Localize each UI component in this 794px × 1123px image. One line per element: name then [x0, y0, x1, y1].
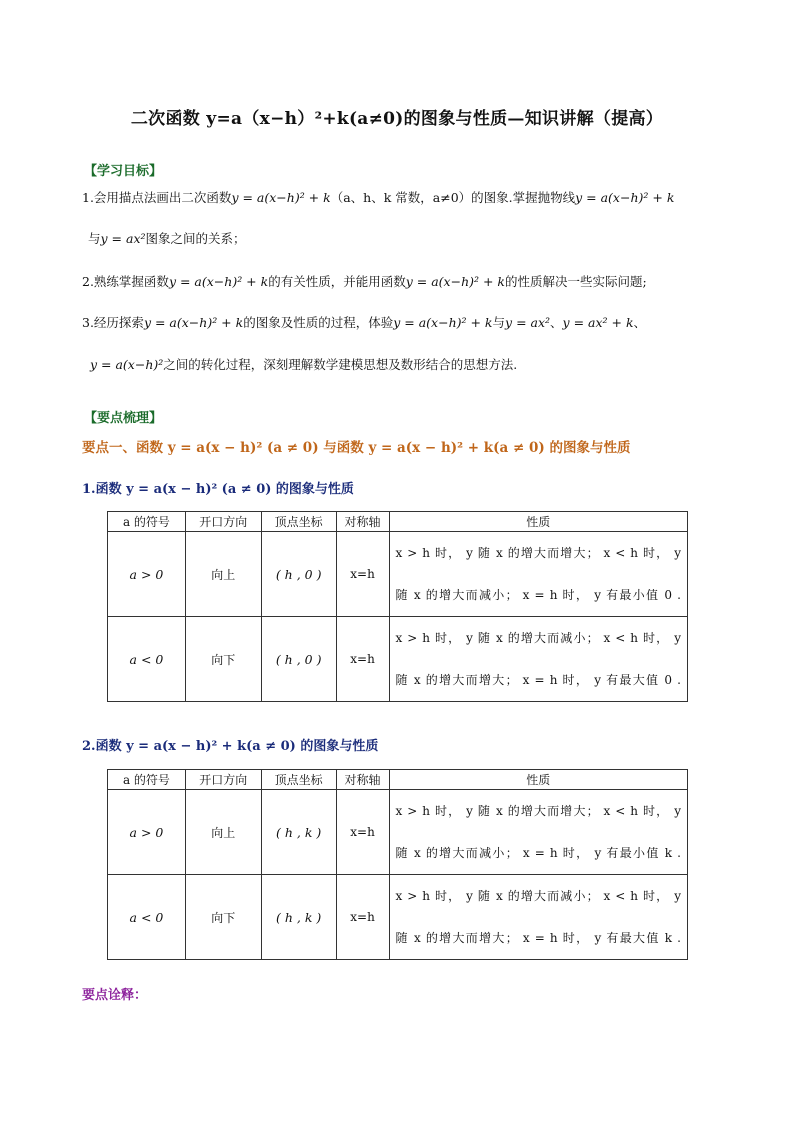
- axis-cell: x=h: [336, 532, 389, 617]
- goal-item-3-line-2: [90, 356, 517, 374]
- property-cell: [389, 617, 687, 702]
- header-cell: 性质: [389, 770, 687, 790]
- sign-cell: a > 0: [108, 790, 186, 875]
- formula: y = a(x−h)²: [90, 357, 164, 372]
- page-title: 二次函数 y=a（x−h）²+k(a≠0)的图象与性质—知识讲解（提高）: [130, 109, 664, 129]
- open-cell: 向下: [185, 875, 261, 960]
- vertex-cell: ( h , k ): [261, 875, 336, 960]
- property-line: 随 x 的增大而增大； x = h 时， y 有最大值 0 .: [395, 673, 681, 687]
- formula: y = a(x−h)² + k: [393, 315, 493, 330]
- table-row: [108, 532, 688, 617]
- table-1: [107, 511, 688, 702]
- header-cell: 对称轴: [336, 770, 389, 790]
- table-row: [108, 617, 688, 702]
- vertex-cell: ( h , 0 ): [261, 617, 336, 702]
- goal-1-text-a: 1.会用描点法画出二次函数: [82, 190, 232, 205]
- goal-2-text-c: 的性质解决一些实际问题;: [505, 274, 647, 289]
- property-line: x > h 时， y 随 x 的增大而减小； x < h 时， y: [395, 889, 681, 903]
- formula: y = a(x−h)² + k: [143, 315, 244, 330]
- header-cell: 开口方向: [185, 770, 261, 790]
- property-line: 随 x 的增大而减小； x = h 时， y 有最小值 k .: [395, 846, 681, 860]
- formula: y = a(x−h)² + k: [405, 274, 506, 289]
- vertex-cell: ( h , 0 ): [261, 532, 336, 617]
- table-header-row: [108, 770, 688, 790]
- goal-1-text-c: 与: [88, 231, 101, 246]
- point-1-title: 要点一、函数 y = a(x − h)² (a ≠ 0) 与函数 y = a(x − h)² + k(a ≠ 0) 的图象与性质: [82, 440, 631, 456]
- formula: y = ax² + k: [562, 315, 634, 330]
- property-line: x > h 时， y 随 x 的增大而增大； x < h 时， y: [395, 546, 681, 560]
- points-header: 【要点梳理】: [84, 411, 163, 426]
- goals-header: 【学习目标】: [84, 164, 163, 179]
- formula: y = a(x−h)² + k: [231, 190, 331, 205]
- goal-2-text-a: 2.熟练掌握函数: [82, 274, 169, 289]
- header-cell: 顶点坐标: [261, 770, 336, 790]
- property-cell: [389, 790, 687, 875]
- formula: y = a(x−h)² + k: [575, 190, 675, 205]
- header-cell: a 的符号: [108, 512, 186, 532]
- property-cell: [389, 532, 687, 617]
- sub-1-title: 1.函数 y = a(x − h)² (a ≠ 0) 的图象与性质: [82, 482, 354, 497]
- sign-cell: a < 0: [108, 617, 186, 702]
- goal-3-text-a: 3.经历探索: [82, 315, 144, 330]
- property-line: x > h 时， y 随 x 的增大而减小； x < h 时， y: [395, 631, 681, 645]
- axis-cell: x=h: [336, 875, 389, 960]
- property-line: 随 x 的增大而增大； x = h 时， y 有最大值 k .: [395, 931, 681, 945]
- goal-3-text-c: 与: [492, 315, 506, 330]
- axis-cell: x=h: [336, 617, 389, 702]
- sign-cell: a > 0: [108, 532, 186, 617]
- notes-title: 要点诠释：: [82, 988, 148, 1003]
- goal-1-text-b: （a、h、k 常数，a≠0）的图象.掌握抛物线: [330, 190, 576, 205]
- table-2: [107, 769, 688, 960]
- goal-1-text-d: 图象之间的关系；: [145, 231, 246, 246]
- table-row: [108, 790, 688, 875]
- property-line: x > h 时， y 随 x 的增大而增大； x < h 时， y: [395, 804, 681, 818]
- goal-item-1: [82, 189, 674, 207]
- open-cell: 向上: [185, 790, 261, 875]
- formula: y = ax²: [100, 231, 146, 246]
- goal-3-text-f: 之间的转化过程，深刻理解数学建模思想及数形结合的思想方法.: [163, 357, 518, 372]
- goal-2-text-b: 的有关性质，并能用函数: [268, 274, 406, 289]
- table-header-row: [108, 512, 688, 532]
- goal-3-text-e: 、: [633, 315, 647, 330]
- sign-cell: a < 0: [108, 875, 186, 960]
- table-row: [108, 875, 688, 960]
- open-cell: 向上: [185, 532, 261, 617]
- goal-item-3: [82, 314, 646, 332]
- formula: y = ax²: [505, 315, 551, 330]
- goal-3-text-b: 的图象及性质的过程，体验: [243, 315, 394, 330]
- header-cell: 性质: [389, 512, 687, 532]
- goal-3-text-d: 、: [550, 315, 563, 330]
- sub-2-title: 2.函数 y = a(x − h)² + k(a ≠ 0) 的图象与性质: [82, 739, 379, 754]
- goal-item-2: [82, 273, 647, 291]
- header-cell: 顶点坐标: [261, 512, 336, 532]
- header-cell: 开口方向: [185, 512, 261, 532]
- vertex-cell: ( h , k ): [261, 790, 336, 875]
- property-cell: [389, 875, 687, 960]
- property-line: 随 x 的增大而减小； x = h 时， y 有最小值 0 .: [395, 588, 681, 602]
- axis-cell: x=h: [336, 790, 389, 875]
- goal-item-1-line-2: [88, 230, 246, 248]
- header-cell: a 的符号: [108, 770, 186, 790]
- header-cell: 对称轴: [336, 512, 389, 532]
- open-cell: 向下: [185, 617, 261, 702]
- formula: y = a(x−h)² + k: [168, 274, 269, 289]
